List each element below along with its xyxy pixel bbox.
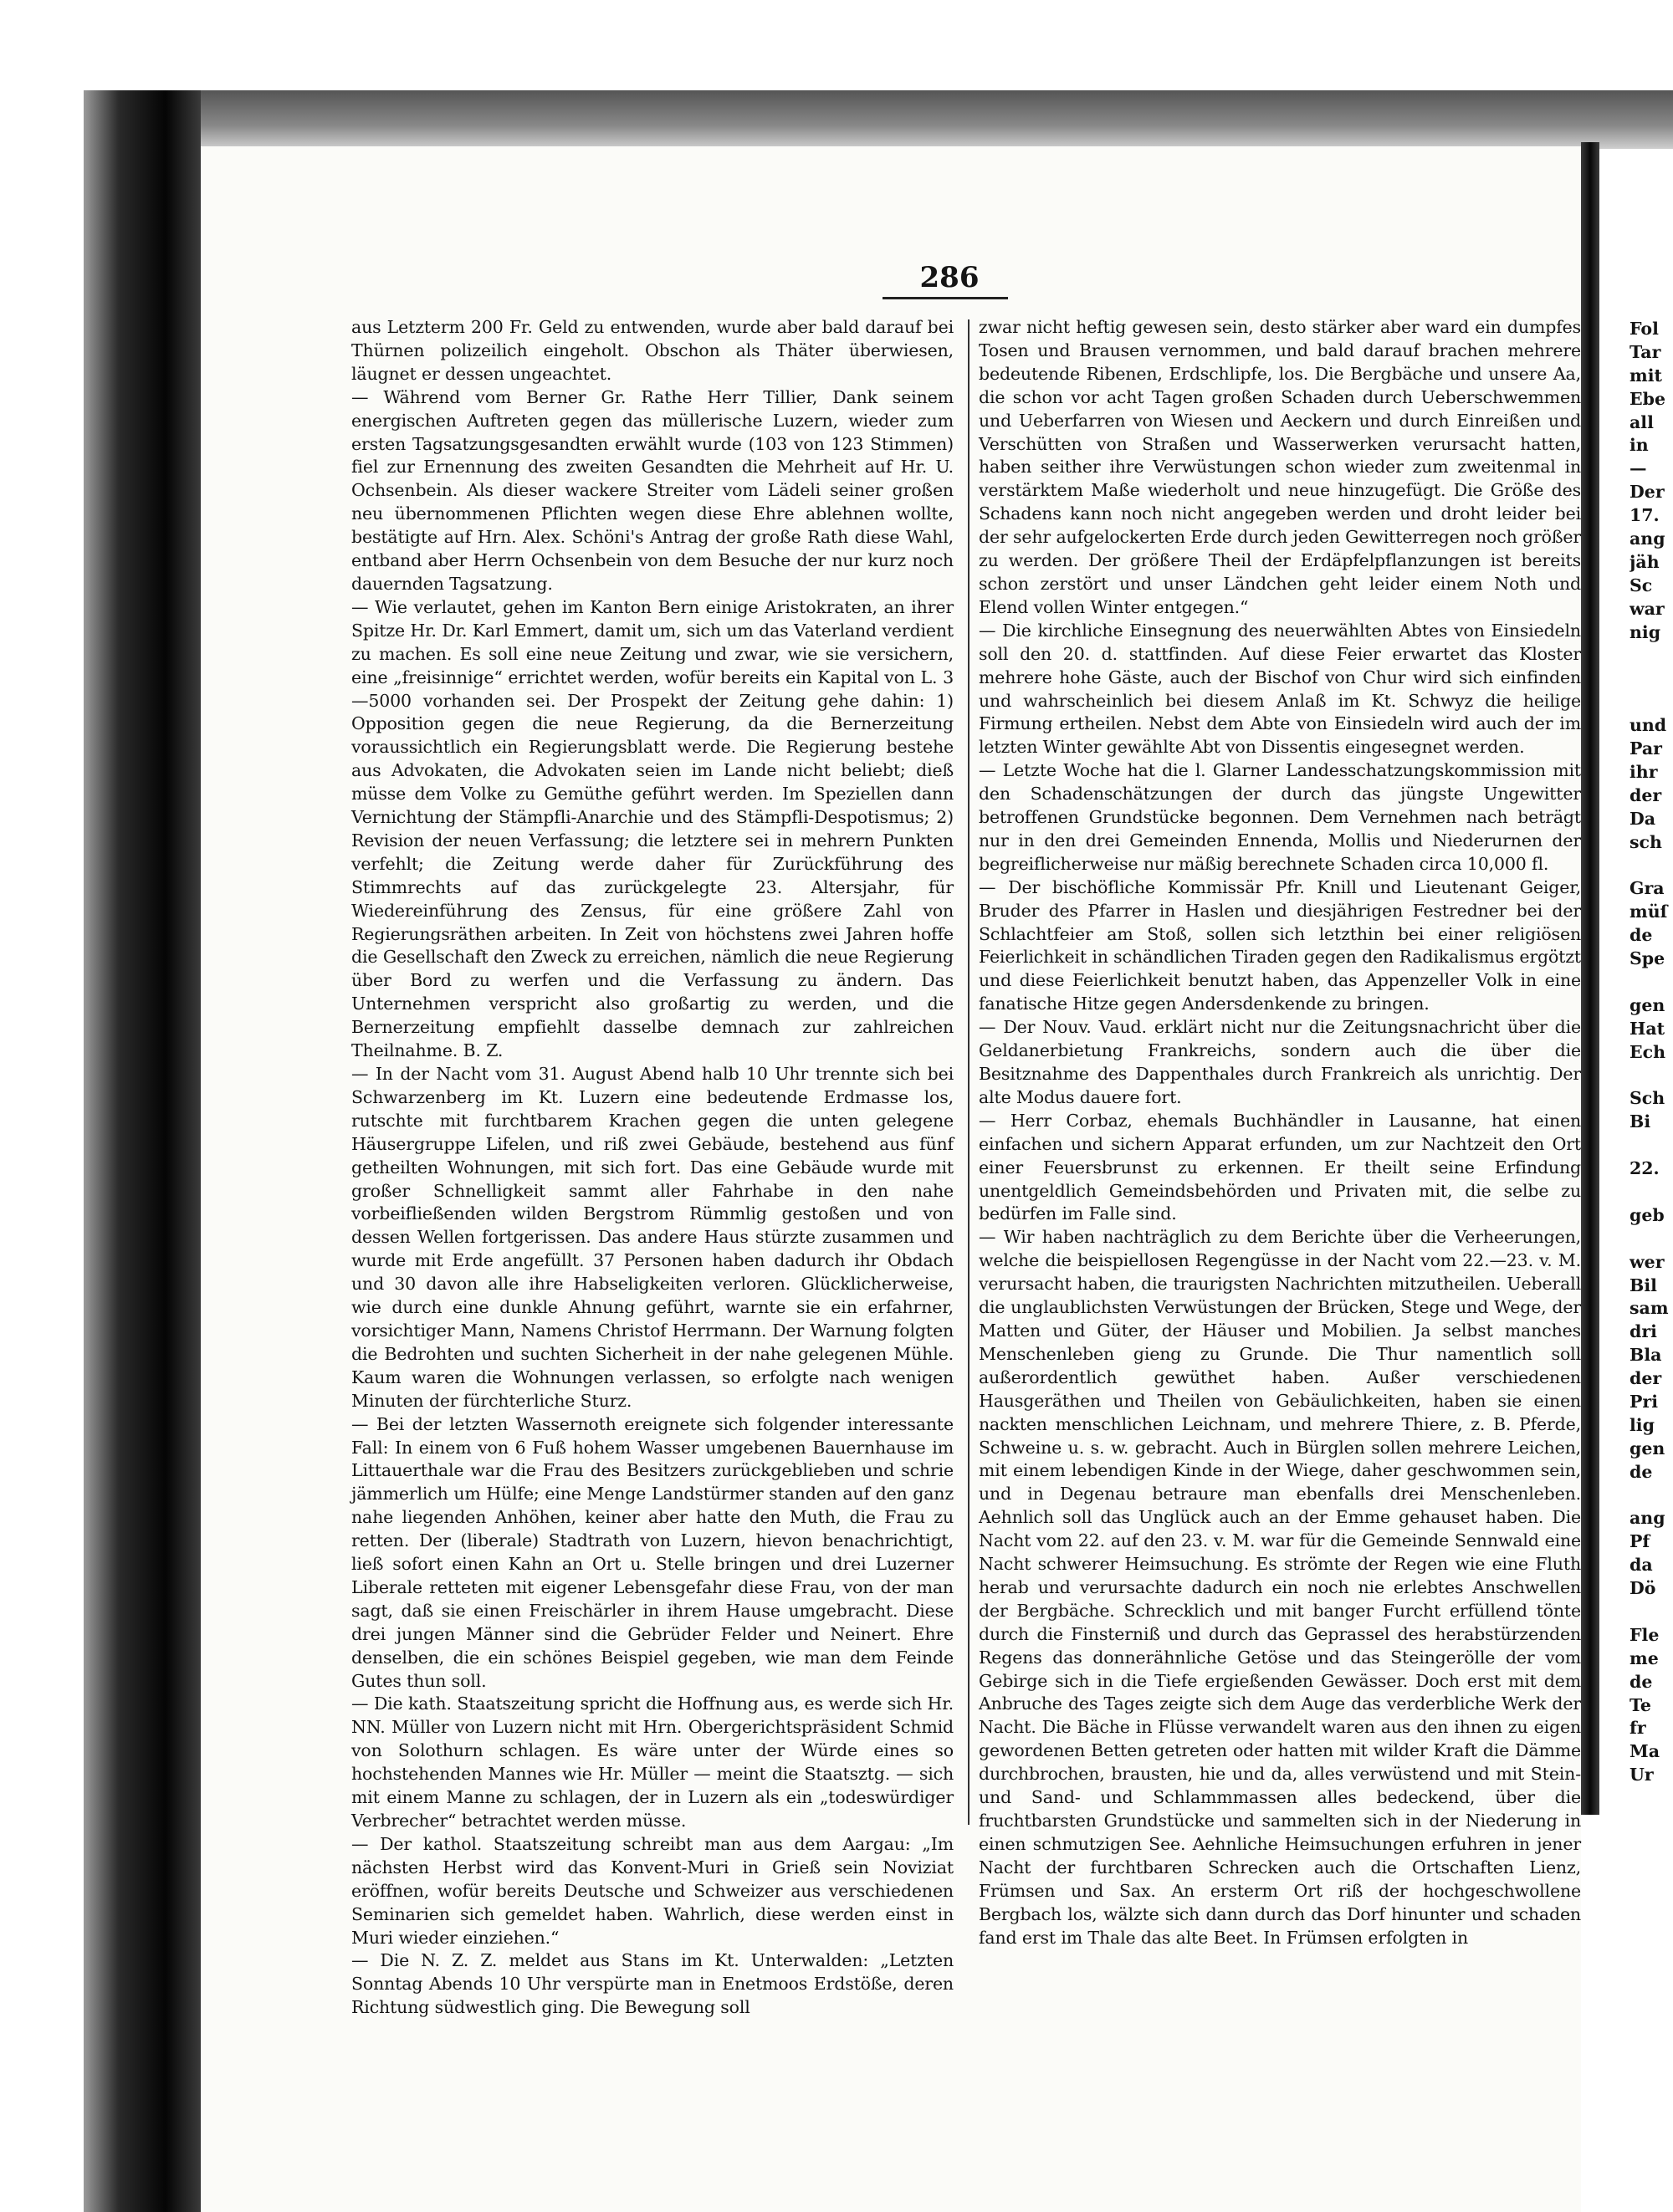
next-page-fragment: und — [1630, 715, 1667, 736]
next-page-fragment: Da — [1630, 808, 1656, 829]
next-page-fragment: Ma — [1630, 1741, 1660, 1762]
next-page-fragment — [1630, 1484, 1673, 1508]
next-page-fragment: de — [1630, 1461, 1653, 1482]
article-paragraph: — Der kathol. Staatszeitung schreibt man aus dem Aargau: „Im nächsten Herbst wird das Konvent-Muri in Grieß sein Noviziat eröffnen, wofür bereits Deutsche und Schweizer aus verschiedenen Seminarien sich gemeldet haben. Wahrlich, diese werden einst in Muri wieder einziehen.“ — [351, 1833, 954, 1948]
next-page-fragment: Fol — [1630, 319, 1659, 339]
next-page-fragment: jäh — [1630, 551, 1660, 572]
scan-binding-shadow — [84, 90, 201, 2212]
next-page-fragment: nig — [1630, 621, 1661, 642]
next-page-fragment: Gra — [1630, 878, 1665, 899]
article-paragraph: — Während vom Berner Gr. Rathe Herr Tillier, Dank seinem energischen Auftreten gegen das müllerische Luzern, wieder zum ersten Tagsatzungsgesandten erwählt wurde (103 von 123 Stimmen) fiel zur Ernennung des zweiten Gesandten die Mehrheit auf Hr. U. Ochsenbein. Als dieser wackere Streiter vom Lädeli seiner großen neu übernommenen Pflichten wegen diese Ehre ablehnen wollte, bestätigte auf Hrn. Alex. Schöni's Antrag der große Rath diese Wahl, entband aber Herrn Ochsenbein von dem Besuche der nur kurz noch dauernden Tagsatzung. — [351, 386, 954, 594]
next-page-fragment: geb — [1630, 1204, 1665, 1225]
next-page-fragment: de — [1630, 925, 1653, 946]
next-page-fragment: Fle — [1630, 1624, 1660, 1645]
right-column — [979, 316, 1581, 1949]
next-page-fragment: Sc — [1630, 575, 1653, 595]
next-page-fragment — [1630, 1181, 1673, 1204]
next-page-fragment — [1630, 644, 1673, 667]
next-page-fragment: 17. — [1630, 505, 1660, 526]
next-page-fragment: in — [1630, 435, 1649, 456]
next-page-fragment: Spe — [1630, 948, 1665, 969]
article-paragraph: — Letzte Woche hat die l. Glarner Landesschatzungskommission mit den Schadenschätzungen der durch das jüngste Ungewitter betroffenen Grundstücke begonnen. Dem Vernehmen nach beträgt nur in den drei Gemeinden Ennenda, Mollis und Niederurnen der begreiflicherweise nur mäßig berechnete Schaden circa 10,000 fl. — [979, 760, 1581, 874]
left-column — [351, 316, 954, 2020]
next-page-fragment: mit — [1630, 365, 1662, 386]
next-page-fragment — [1630, 854, 1673, 877]
next-page-fragment — [1630, 1228, 1673, 1251]
next-page-fragment: wer — [1630, 1251, 1665, 1272]
next-page-fragment: Par — [1630, 738, 1662, 759]
next-page-fragment — [1630, 1601, 1673, 1624]
next-page-fragment: war — [1630, 598, 1665, 619]
next-page-fragment: all — [1630, 411, 1654, 432]
next-page-fragment: Pf — [1630, 1531, 1650, 1552]
next-page-fragment: ang — [1630, 1508, 1665, 1529]
next-page-fragment: müſ — [1630, 902, 1668, 922]
article-paragraph: — Die kirchliche Einsegnung des neuerwählten Abtes von Einsiedeln soll den 20. d. stattfinden. Auf diese Feier erwartet das Kloster mehrere hohe Gäste, auch der Bischof von Chur wird sich einfinden und wahrscheinlich bei diesem Anlaß im Kt. Schwyz die heilige Firmung ertheilen. Nebst dem Abte von Einsiedeln wird auch der im letzten Winter gewählte Abt von Dissentis eingesegnet werden. — [979, 620, 1581, 758]
next-page-fragment: gen — [1630, 1438, 1665, 1458]
next-page-fragment: 22. — [1630, 1158, 1660, 1179]
next-page-fragment — [1630, 1065, 1673, 1088]
article-paragraph: — Die kath. Staatszeitung spricht die Hoffnung aus, es werde sich Hr. NN. Müller von Luzern nicht mit Hrn. Obergerichtspräsident Schmid von Solothurn schlagen. Es wäre unter der Würde eines so hochstehenden Mannes wie Hr. Müller — meint die Staatsztg. — sich mit einem Manne zu schlagen, der in Luzern als ein „todeswürdiger Verbrecher“ betrachtet werden müsse. — [351, 1693, 954, 1831]
next-page-fragment: der — [1630, 1368, 1662, 1389]
next-page-fragment: gen — [1630, 994, 1665, 1015]
article-paragraph: — Wie verlautet, gehen im Kanton Bern einige Aristokraten, an ihrer Spitze Hr. Dr. Karl Emmert, damit um, sich um das Vaterland verdient zu machen. Es soll eine neue Zeitung und zwar, wie sie versichern, eine „freisinnige“ errichtet werden, wofür bereits ein Kapital von L. 3—5000 vorhanden sei. Der Prospekt der Zeitung gehe dahin: 1) Opposition gegen die neue Regierung, da die Bernerzeitung voraussichtlich ein Regierungsblatt werde. Die Regierung bestehe aus Advokaten, die Advokaten seien im Lande nicht beliebt; dieß müsse dem Volke zu Gemüthe geführt werden. Im Speziellen dann Vernichtung der Stämpfli-Anarchie und des Stämpfli-Despotismus; 2) Revision der neuen Verfassung; die letztere sei in mehrern Punkten verfehlt; die Zeitung werde daher für Zurückführung des Stimmrechts auf das zurückgelegte 23. Altersjahr, für Wiedereinführung des Zensus, für eine größere Zahl von Regierungsräthen arbeiten. In Zeit von höchstens zwei Jahren hoffe die Gesellschaft den Zweck zu erreichen, nämlich die neue Regierung über Bord zu werfen und die Verfassung zu ändern. Das Unternehmen verspricht also großartig zu werden, und die Bernerzeitung empfiehlt dasselbe demnach zur zahlreichen Theilnahme. B. Z. — [351, 596, 954, 1061]
next-page-edge — [1630, 318, 1673, 1787]
column-divider — [968, 319, 970, 1825]
next-page-fragment: Sch — [1630, 1088, 1665, 1109]
next-page-fragment: dri — [1630, 1321, 1657, 1342]
next-page-fragment: sam — [1630, 1298, 1669, 1319]
next-page-fragment: me — [1630, 1648, 1659, 1668]
next-page-fragment: Ur — [1630, 1765, 1654, 1785]
next-page-fragment — [1630, 1134, 1673, 1157]
article-paragraph: aus Letzterm 200 Fr. Geld zu entwenden, wurde aber bald darauf bei Thürnen polizeilich eingeholt. Obschon als Thäter überwiesen, läugnet er dessen ungeachtet. — [351, 317, 954, 384]
page-number: 286 — [919, 261, 980, 294]
next-page-fragment: da — [1630, 1555, 1653, 1576]
next-page-fragment — [1630, 971, 1673, 994]
next-page-fragment — [1630, 691, 1673, 714]
next-page-fragment: fr — [1630, 1718, 1646, 1739]
article-paragraph: — Wir haben nachträglich zu dem Berichte über die Verheerungen, welche die beispiellosen Regengüsse in der Nacht vom 22.—23. v. M. verursacht haben, die traurigsten Nachrichten mitzutheilen. Ueberall die unglaublichsten Verwüstungen der Brücken, Stege und Wege, der Matten und Güter, der Häuser und Mobilien. Ja selbst manches Menschenleben gieng zu Grunde. Die Thur namentlich soll außerordentlich gewüthet haben. Außer verschiedenen Hausgeräthen und Theilen von Gebäulichkeiten, haben sie einen nackten menschlichen Leichnam, und mehrere Thiere, z. B. Pferde, Schweine u. s. w. gebracht. Auch in Bürglen sollen mehrere Leichen, mit einem lebendigen Kinde in der Wiege, daher geschwommen sein, und in Degenau betraure man ebenfalls drei Menschenleben. Aehnlich soll das Unglück auch an der Emme gehauset haben. Die Nacht vom 22. auf den 23. v. M. war für die Gemeinde Sennwald eine Nacht schwerer Heimsuchung. Es strömte der Regen wie eine Fluth herab und verursachte dadurch ein noch nie erlebtes Anschwellen der Bergbäche. Schrecklich und mit banger Furcht erfüllend tönte durch die Finsterniß und durch das Geprassel des herabstürzenden Regens das donnerähnliche Getöse und das Steingerölle der vom Gebirge sich in die Tiefe ergießenden Gewässer. Doch erst mit dem Anbruche des Tages zeigte sich dem Auge das verderbliche Werk der Nacht. Die Bäche in Flüsse verwandelt waren aus den ihnen zu eigen gewordenen Betten getreten oder hatten mit wilder Kraft die Dämme durchbrochen, brausten, hie und da, alles verwüstend und mit Stein- und Sand- und Schlammmassen alles bedeckend, über die fruchtbarsten Grundstücke und sammelten sich in der Niederung in einen schmutzigen See. Aehnliche Heimsuchungen erfuhren in jener Nacht der furchtbaren Schrecken auch die Ortschaften Lienz, Frümsen und Sax. An ersterm Ort riß der hochgeschwollene Bergbach los, wälzte sich dann durch das Dorf hinunter und schaden fand erst im Thale das alte Beet. In Frümsen erfolgten in — [979, 1227, 1581, 1948]
next-page-fragment: Ech — [1630, 1041, 1666, 1062]
header-rule — [883, 297, 1008, 299]
next-page-fragment: der — [1630, 784, 1662, 805]
next-page-fragment: ang — [1630, 529, 1665, 549]
next-page-fragment: Bla — [1630, 1345, 1662, 1366]
next-page-fragment: ihr — [1630, 761, 1658, 782]
article-paragraph: — In der Nacht vom 31. August Abend halb 10 Uhr trennte sich bei Schwarzenberg im Kt. Luzern eine bedeutende Erdmasse los, rutschte mit furchtbarem Krachen gegen die unten gelegene Häusergruppe Lifelen, und riß zwei Gebäude, bestehend aus fünf getheilten Wohnungen, mit sich fort. Das eine Gebäude wurde mit großer Schnelligkeit sammt aller Fahrhabe in den nahe vorbeifließenden wilden Bergstrom Rümmlig gestoßen und von dessen Wellen fortgerissen. Das andere Haus stürzte zusammen und wurde mit Erde angefüllt. 37 Personen haben dadurch ihr Obdach und 30 davon alle ihre Habseligkeiten verloren. Glücklicherweise, wie durch eine dunkle Ahnung geführt, warnte sie ein erfahrner, vorsichtiger Mann, Namens Christof Herrmann. Der Warnung folgten die Bedrohten und suchten Sicherheit in der nahe gelegenen Mühle. Kaum waren die Wohnungen verlassen, so erfolgte nach wenigen Minuten der fürchterliche Sturz. — [351, 1064, 954, 1411]
article-paragraph: — Bei der letzten Wassernoth ereignete sich folgender interessante Fall: In einem von 6 Fuß hohem Wasser umgebenen Bauernhause im Littauerthale war die Frau des Besitzers zurückgeblieben und schrie jämmerlich um Hülfe; eine Menge Landstürmer standen auf den ganz nahe liegenden Anhöhen, keiner aber hatte den Muth, die Frau zu retten. Der (liberale) Stadtrath von Luzern, hievon benachrichtigt, ließ sofort einen Kahn an Ort u. Stelle bringen und drei Luzerner Liberale retteten mit eigener Lebensgefahr diese Frau, von der man sagt, daß sie einen Freischärler in ihrem Hause umgebracht. Diese drei jungen Männer sind die Gebrüder Felder und Neinert. Ehre denselben, die ein schönes Beispiel gegeben, wie man dem Feinde Gutes thun soll. — [351, 1413, 954, 1691]
next-page-fragment: Te — [1630, 1694, 1651, 1715]
article-paragraph: — Der bischöfliche Kommissär Pfr. Knill und Lieutenant Geiger, Bruder des Pfarrer in Haslen und diesjährigen Festredner bei der Schlachtfeier am Stoß, sollen sich letzthin bei einer religiösen Feierlichkeit in schändlichen Tiraden gegen den Radikalismus ergötzt und diese Feierlichkeit benutzt haben, das Appenzeller Volk in eine fanatische Hitze gegen Andersdenkende zu bringen. — [979, 876, 1581, 1014]
next-page-fragment: Hat — [1630, 1018, 1665, 1039]
article-paragraph: — Die N. Z. Z. meldet aus Stans im Kt. Unterwalden: „Letzten Sonntag Abends 10 Uhr verspürte man in Enetmoos Erdstöße, deren Richtung südwestlich ging. Die Bewegung soll — [351, 1950, 954, 2018]
next-page-fragment: Bi — [1630, 1111, 1651, 1132]
scan-edge-top — [84, 90, 1673, 149]
next-page-fragment: — — [1630, 458, 1647, 479]
article-paragraph: — Der Nouv. Vaud. erklärt nicht nur die Zeitungsnachricht über die Geldanerbietung Frankreichs, sondern auch die über die Besitznahme des Dappenthales durch Frankreich als unrichtig. Der alte Modus dauere fort. — [979, 1017, 1581, 1107]
next-page-fragment: sch — [1630, 831, 1662, 852]
article-paragraph: zwar nicht heftig gewesen sein, desto stärker aber ward ein dumpfes Tosen und Brausen vernommen, und bald darauf brachen mehrere bedeutende Ribenen, Erdschlipfe, los. Die Bergbäche und unsere Aa, die schon vor acht Tagen großen Schaden durch Ueberschwemmen und Ueberfarren von Wiesen und Aeckern und durch Einreißen und Verschütten von Straßen und Wasserwerken verursacht hatten, haben seither ihre Verwüstungen schon wieder zum zweitenmal in verstärktem Maße wiederholt und neue hinzugefügt. Die Größe des Schadens kann noch nicht angegeben werden und droht leider bei der sehr aufgelockerten Erde durch jeden Gewitterregen noch größer zu werden. Der größere Theil der Erdäpfelpflanzungen ist bereits schon zerstört und unser Ländchen geht leider einem Noth und Elend vollen Winter entgegen.“ — [979, 317, 1581, 617]
next-page-fragment: lig — [1630, 1414, 1655, 1435]
next-page-fragment: Bil — [1630, 1275, 1657, 1295]
next-page-fragment: Dö — [1630, 1578, 1656, 1599]
next-page-fragment: Pri — [1630, 1391, 1659, 1412]
next-page-fragment — [1630, 667, 1673, 691]
next-page-fragment: Ebe — [1630, 388, 1666, 409]
next-page-fragment: de — [1630, 1671, 1653, 1692]
next-page-fragment: Tar — [1630, 341, 1661, 362]
scan-gutter-shadow — [1581, 142, 1599, 1815]
article-paragraph: — Herr Corbaz, ehemals Buchhändler in Lausanne, hat einen einfachen und sichern Apparat erfunden, um zur Nachtzeit den Ort einer Feuersbrunst zu erkennen. Er theilt seine Erfindung unentgeldlich Gemeindsbehörden und Privaten mit, die selbe zu bedürfen im Falle sind. — [979, 1110, 1581, 1224]
next-page-fragment: Der — [1630, 482, 1665, 503]
